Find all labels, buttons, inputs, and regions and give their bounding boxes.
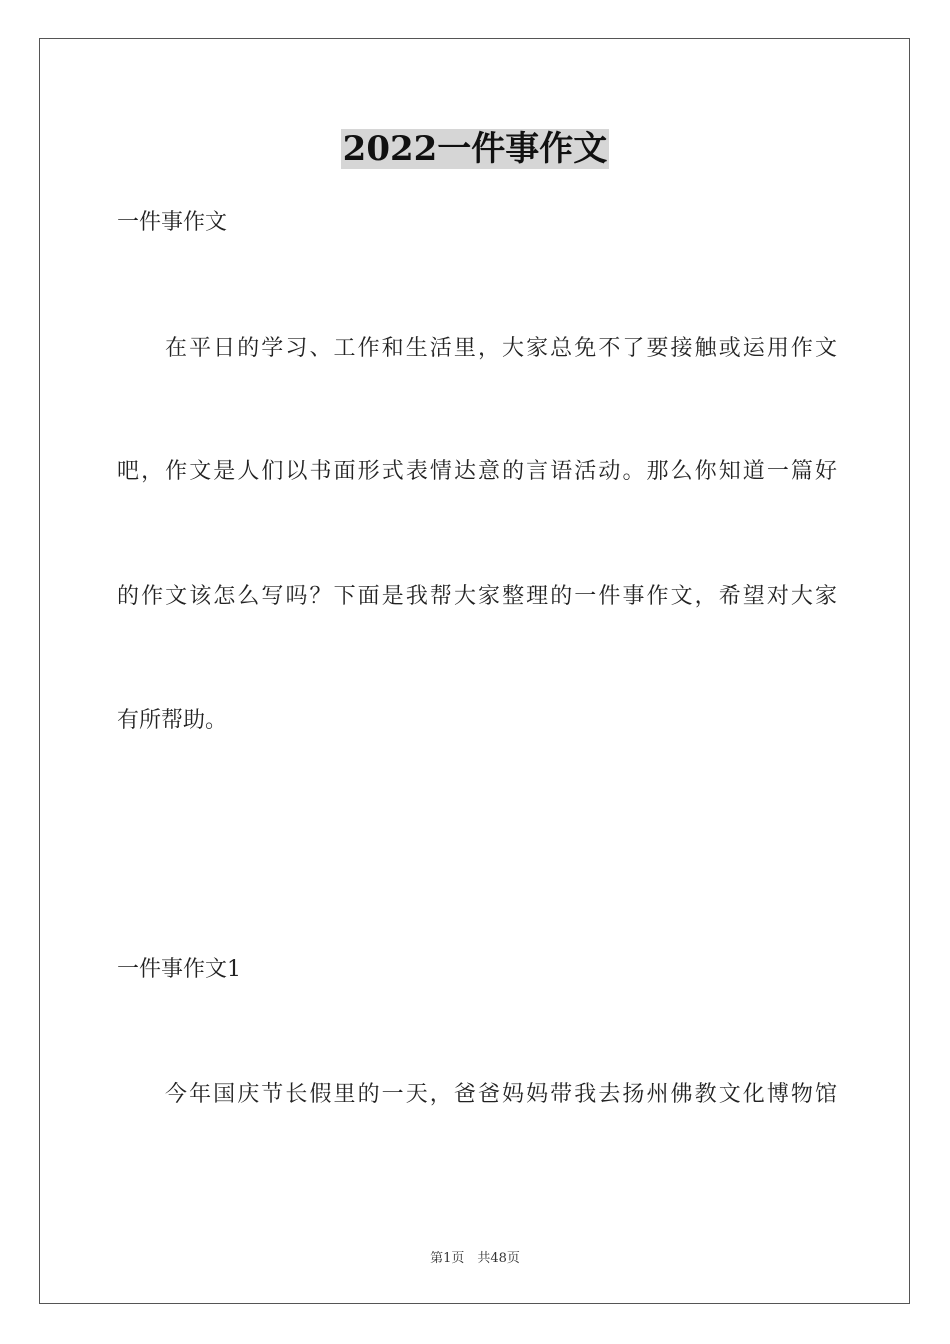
paragraph-line-2: 吧，作文是人们以书面形式表情达意的言语活动。那么你知道一篇好 bbox=[117, 459, 837, 484]
document-title-text: 2022一件事作文 bbox=[342, 129, 608, 169]
section-heading: 一件事作文 bbox=[117, 210, 228, 235]
paragraph-line-3: 的作文该怎么写吗？下面是我帮大家整理的一件事作文，希望对大家 bbox=[117, 584, 837, 609]
section-heading-1: 一件事作文1 bbox=[117, 957, 241, 982]
document-title bbox=[0, 127, 950, 171]
paragraph-line-5: 今年国庆节长假里的一天，爸爸妈妈带我去扬州佛教文化博物馆 bbox=[165, 1082, 837, 1107]
paragraph-line-4: 有所帮助。 bbox=[117, 708, 228, 733]
paragraph-line-1: 在平日的学习、工作和生活里，大家总免不了要接触或运用作文 bbox=[165, 336, 837, 361]
page-footer: 第1页 共48页 bbox=[430, 1251, 520, 1266]
